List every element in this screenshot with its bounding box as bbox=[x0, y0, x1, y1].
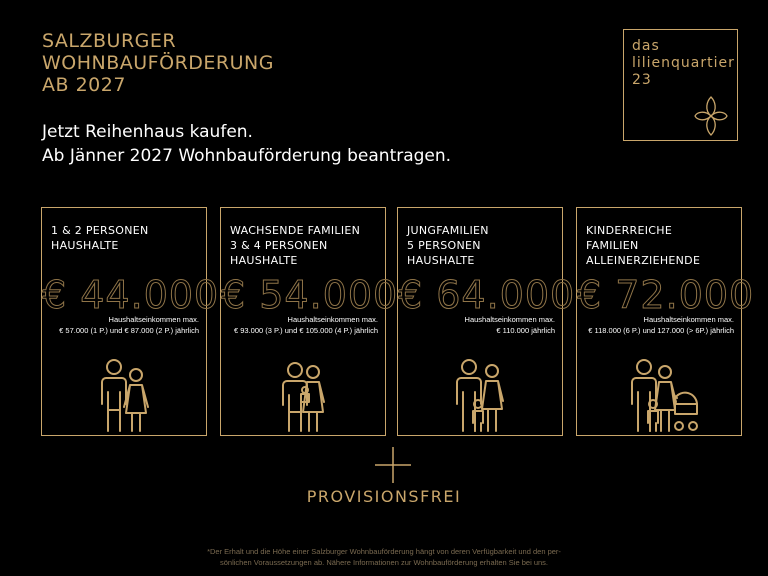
logo-text-line: 23 bbox=[632, 72, 652, 88]
commission-free-label: PROVISIONSFREI bbox=[306, 487, 462, 506]
title-line: AB 2027 bbox=[42, 74, 126, 96]
funding-card-large-families bbox=[576, 207, 755, 436]
funding-amount: € 72.000 bbox=[577, 273, 755, 317]
funding-card-3-4-persons bbox=[220, 207, 399, 436]
plus-icon bbox=[373, 445, 413, 485]
income-label: Haushaltseinkommen max. bbox=[464, 315, 555, 324]
income-label: Haushaltseinkommen max. bbox=[108, 315, 199, 324]
footnote-line: *Der Erhalt und die Höhe einer Salzburger Wohnbauförderung hängt von deren Verfügbarkeit und den per- bbox=[207, 547, 561, 556]
couple-icon bbox=[42, 348, 208, 437]
card-heading: 1 & 2 PERSONEN HAUSHALTE bbox=[51, 224, 149, 252]
title-line: SALZBURGER bbox=[42, 30, 177, 52]
lily-flower-icon bbox=[694, 96, 728, 136]
income-label: Haushaltseinkommen max. bbox=[643, 315, 734, 324]
family-icon bbox=[398, 348, 564, 437]
page-title bbox=[42, 30, 342, 96]
subtitle-line: Jetzt Reihenhaus kaufen. bbox=[42, 122, 253, 142]
card-heading: WACHSENDE FAMILIEN 3 & 4 PERSONEN HAUSHALTE bbox=[230, 224, 361, 267]
title-line: WOHNBAUFÖRDERUNG bbox=[42, 52, 274, 74]
card-heading: JUNGFAMILIEN 5 PERSONEN HAUSHALTE bbox=[407, 224, 489, 267]
brand-logo bbox=[623, 29, 738, 141]
funding-card-1-2-persons bbox=[41, 207, 220, 436]
income-label: Haushaltseinkommen max. bbox=[287, 315, 378, 324]
family-with-stroller-icon bbox=[577, 348, 743, 437]
footnote-line: sönlichen Voraussetzungen ab. Nähere Informationen zur Wohnbauförderung erhalten Sie bei uns. bbox=[220, 558, 548, 567]
funding-card-5-persons bbox=[397, 207, 576, 436]
income-detail: € 57.000 (1 P.) und € 87.000 (2 P.) jährlich bbox=[59, 326, 199, 335]
logo-text-line: lilienquartier bbox=[632, 55, 735, 71]
funding-amount: € 54.000 bbox=[221, 273, 399, 317]
income-detail: € 110.000 jährlich bbox=[496, 326, 555, 335]
subtitle-line: Ab Jänner 2027 Wohnbauförderung beantragen. bbox=[42, 146, 452, 166]
footnote bbox=[0, 546, 768, 568]
parents-with-baby-icon bbox=[221, 348, 387, 437]
subtitle bbox=[42, 120, 451, 168]
income-detail: € 93.000 (3 P.) und € 105.000 (4 P.) jährlich bbox=[234, 326, 378, 335]
funding-amount: € 64.000 bbox=[398, 273, 576, 317]
card-heading: KINDERREICHE FAMILIEN ALLEINERZIEHENDE bbox=[586, 224, 701, 267]
logo-text-line: das bbox=[632, 38, 660, 54]
funding-amount: € 44.000 bbox=[42, 273, 220, 317]
income-detail: € 118.000 (6 P.) und 127.000 (> 6P.) jährlich bbox=[588, 326, 734, 335]
